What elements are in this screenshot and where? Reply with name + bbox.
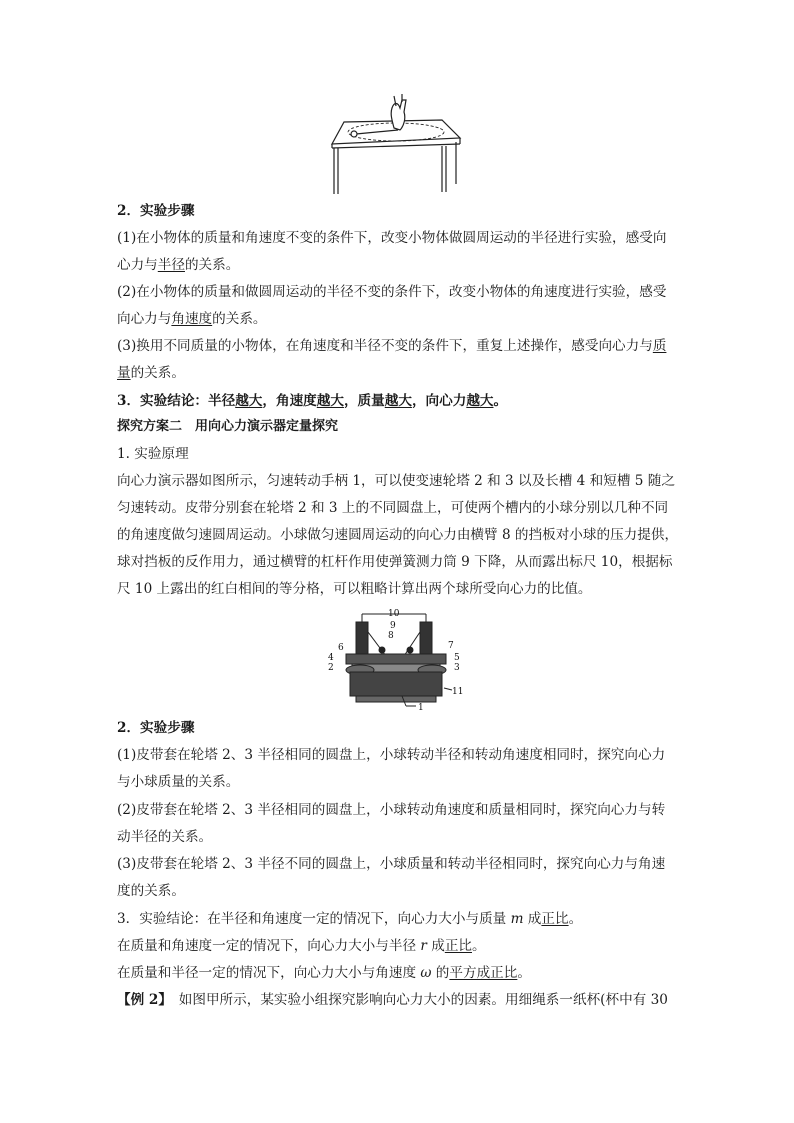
step2-line-a: (2)在小物体的质量和做圆周运动的半径不变的条件下，改变小物体的角速度进行实验，感受 [117, 284, 667, 300]
plan2-step-line-3: (2)皮带套在轮塔 2、3 半径相同的圆盘上，小球转动角速度和质量相同时，探究向心力与转 [117, 802, 666, 818]
answer-angular-velocity: 角速度 [171, 311, 213, 327]
step2-text: 向心力与 [117, 311, 172, 327]
c1-mid: 成 [523, 911, 542, 927]
step1-line-b [117, 257, 682, 273]
fig-label-8: 8 [388, 631, 394, 641]
plan2-step-line-4: 动半径的关系。 [117, 829, 213, 845]
plan2-step-line-1: (1)皮带套在轮塔 2、3 半径相同的圆盘上，小球转动半径和转动角速度相同时，探究向心力 [117, 747, 666, 763]
c1-post: 。 [568, 911, 583, 927]
part1-steps-heading: 2．实验步骤 [117, 203, 195, 219]
hand-swing-figure [324, 92, 466, 194]
c3-var-omega: ω [420, 965, 432, 981]
answer-4: 越大 [466, 393, 494, 409]
example-text: 如图甲所示，某实验小组探究影响向心力大小的因素。用细绳系一纸杯(杯中有 30 [165, 992, 668, 1008]
answer-2: 越大 [316, 393, 344, 409]
plan2-heading: 探究方案二 用向心力演示器定量探究 [117, 419, 339, 434]
fig-label-11: 11 [452, 687, 464, 697]
plan2-conclusion-2 [117, 938, 682, 954]
c2-post: 。 [472, 938, 486, 954]
fig-label-6: 6 [338, 643, 344, 653]
c2-mid: 成 [426, 938, 445, 954]
principle-line-1: 向心力演示器如图所示，匀速转动手柄 1，可以使变速轮塔 2 和 3 以及长槽 4 和短槽 5 随之 [117, 473, 675, 489]
fig-label-10: 10 [388, 609, 400, 619]
answer-mass-part1: 质 [652, 338, 667, 354]
step2-line-b [117, 311, 682, 327]
answer-3: 越大 [384, 393, 412, 409]
conclusion-pre: 3．实验结论：半径 [117, 393, 236, 409]
example-tag: 【例 2】 [117, 992, 166, 1008]
conclusion-m1: ，角速度 [262, 393, 317, 409]
principle-line-4: 球对挡板的反作用力，通过横臂的杠杆作用使弹簧测力筒 9 下降，从而露出标尺 10，根据标 [117, 554, 673, 570]
plan2-step-line-2: 与小球质量的关系。 [117, 774, 240, 790]
step1-line-a: (1)在小物体的质量和角速度不变的条件下，改变小物体做圆周运动的半径进行实验，感受向 [117, 230, 667, 246]
example-2 [117, 992, 682, 1008]
c3-pre: 在质量和半径一定的情况下，向心力大小与角速度 [117, 965, 421, 981]
principle-line-5: 尺 10 上露出的红白相间的等分格，可以粗略计算出两个球所受向心力的比值。 [117, 581, 592, 597]
fig-label-7: 7 [448, 641, 454, 651]
c1-var-m: m [510, 911, 524, 927]
plan2-steps-heading: 2．实验步骤 [117, 720, 195, 736]
conclusion-m2: ，质量 [343, 393, 385, 409]
fig-label-9: 9 [390, 621, 396, 631]
part1-conclusion [117, 393, 682, 409]
c3-post: 。 [517, 965, 531, 981]
c1-pre: 3．实验结论：在半径和角速度一定的情况下，向心力大小与质量 [117, 911, 511, 927]
plan2-step-line-5: (3)皮带套在轮塔 2、3 半径不同的圆盘上，小球质量和转动半径相同时，探究向心力与角速 [117, 856, 666, 872]
step3-line-a [117, 338, 682, 354]
step1-text-end: 的关系。 [184, 257, 240, 273]
step3-text-end: 的关系。 [130, 365, 185, 381]
fig-label-3: 3 [454, 663, 460, 673]
principle-heading: 1. 实验原理 [117, 446, 189, 462]
step3-text: (3)换用不同质量的小物体，在角速度和半径不变的条件下，重复上述操作，感受向心力与 [117, 338, 653, 354]
plan2-conclusion-1 [117, 911, 682, 927]
answer-mass-part2: 量 [117, 365, 131, 381]
answer-radius: 半径 [157, 257, 185, 273]
c2-pre: 在质量和角速度一定的情况下，向心力大小与半径 [117, 938, 421, 954]
fig-label-5: 5 [454, 653, 460, 663]
answer-proportional-mass: 正比 [541, 911, 569, 927]
c3-mid: 的 [431, 965, 450, 981]
centripetal-demonstrator-figure [326, 608, 466, 712]
answer-1: 越大 [235, 393, 263, 409]
answer-proportional-radius: 正比 [444, 938, 472, 954]
conclusion-post: 。 [493, 393, 508, 409]
plan2-step-line-6: 度的关系。 [117, 883, 185, 899]
step2-text-end: 的关系。 [212, 311, 267, 327]
principle-line-2: 匀速转动。皮带分别套在轮塔 2 和 3 上的不同圆盘上，可使两个槽内的小球分别以几种不同 [117, 500, 669, 516]
fig-label-4: 4 [328, 653, 334, 663]
step3-line-b [117, 365, 682, 381]
conclusion-m3: ，向心力 [411, 393, 467, 409]
fig-label-2: 2 [328, 663, 334, 673]
plan2-conclusion-3 [117, 965, 682, 981]
fig-label-1: 1 [418, 703, 424, 712]
principle-line-3: 的角速度做匀速圆周运动。小球做匀速圆周运动的向心力由横臂 8 的挡板对小球的压力提供， [117, 527, 679, 543]
step1-text: 心力与 [117, 257, 158, 273]
c2-var-r: r [420, 938, 427, 954]
answer-square-proportional: 平方成正比 [449, 965, 518, 981]
